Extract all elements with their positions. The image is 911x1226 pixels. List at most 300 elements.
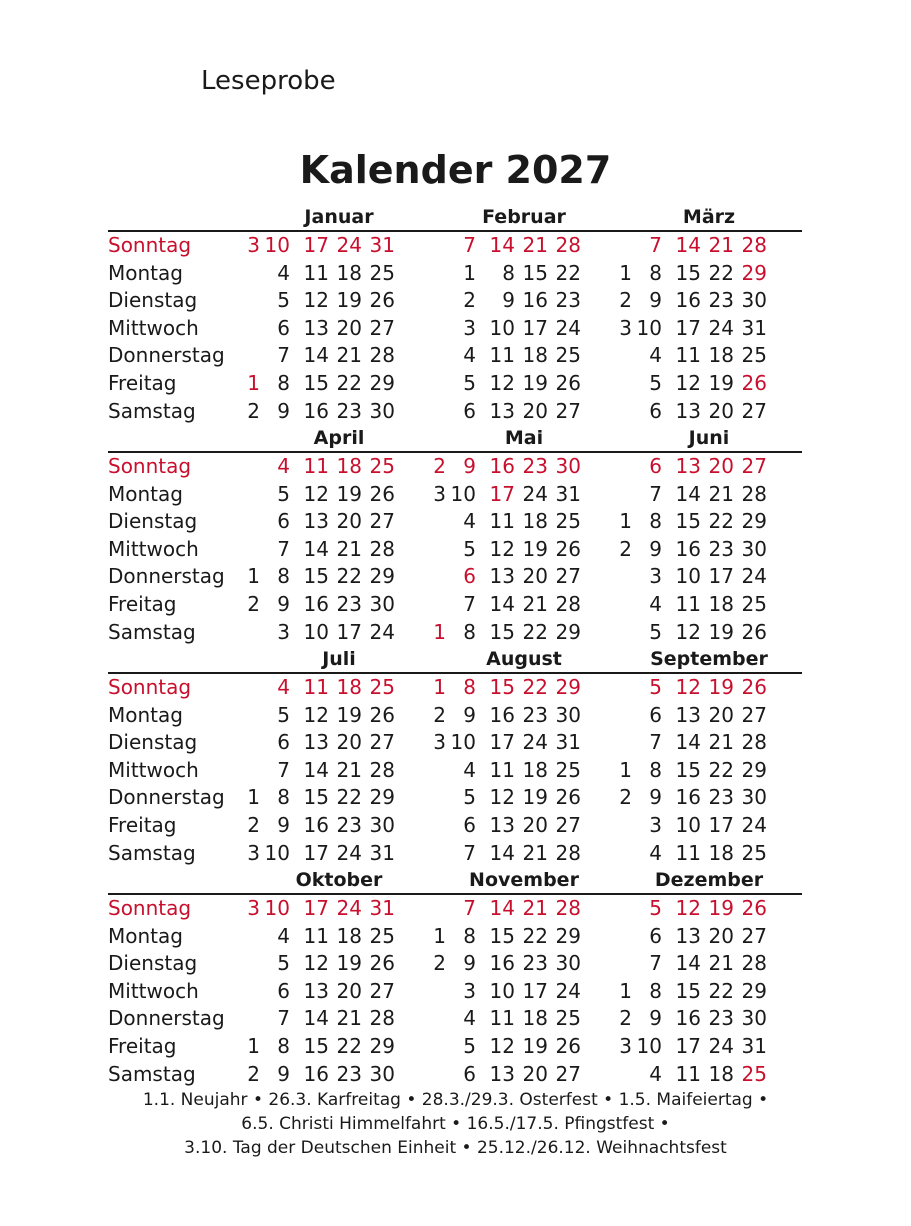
month-heading: Februar xyxy=(482,206,566,228)
day-cell: 2 xyxy=(619,288,632,313)
day-cell: 31 xyxy=(369,840,395,865)
weekday-label: Freitag xyxy=(108,1034,177,1058)
day-cell: 25 xyxy=(555,343,581,368)
day-cell: 14 xyxy=(675,481,701,506)
day-cell: 5 xyxy=(649,896,662,920)
day-cell: 2 xyxy=(433,454,446,478)
day-cell: 4 xyxy=(463,1006,476,1031)
day-cell: 12 xyxy=(489,536,515,561)
day-cell: 11 xyxy=(489,757,515,782)
day-cell: 29 xyxy=(741,978,767,1003)
day-cell: 21 xyxy=(708,951,734,976)
day-cell: 4 xyxy=(463,509,476,534)
day-cell: 12 xyxy=(675,675,701,699)
day-cell: 1 xyxy=(247,371,260,395)
day-cell: 8 xyxy=(277,1034,290,1058)
day-cell: 7 xyxy=(649,730,662,755)
day-cell: 22 xyxy=(336,785,362,810)
day-cell: 2 xyxy=(247,1061,260,1086)
quarter-block xyxy=(0,642,911,863)
day-cell: 17 xyxy=(708,813,734,837)
day-cell: 31 xyxy=(741,1034,767,1058)
day-cell: 13 xyxy=(303,730,329,755)
holiday-line-1: 1.1. Neujahr • 26.3. Karfreitag • 28.3./29.3. Osterfest • 1.5. Maifeiertag • xyxy=(142,1090,769,1110)
weekday-label: Donnerstag xyxy=(108,1006,225,1031)
day-cell: 27 xyxy=(741,923,767,948)
day-cell: 29 xyxy=(369,371,395,395)
day-cell: 7 xyxy=(277,343,290,368)
day-cell: 30 xyxy=(369,398,395,423)
quarter-rule xyxy=(108,893,802,895)
day-cell: 22 xyxy=(708,509,734,534)
day-cell: 18 xyxy=(708,343,734,368)
day-cell: 3 xyxy=(277,619,290,644)
day-cell: 1 xyxy=(247,564,260,589)
weekday-label: Donnerstag xyxy=(108,564,225,589)
weekday-label: Sonntag xyxy=(108,896,192,920)
day-cell: 20 xyxy=(522,564,548,589)
day-cell: 10 xyxy=(264,896,290,920)
day-cell: 11 xyxy=(303,260,329,285)
day-cell: 8 xyxy=(277,785,290,810)
month-heading: September xyxy=(650,648,768,670)
day-cell: 15 xyxy=(675,509,701,534)
day-cell: 14 xyxy=(489,896,515,920)
day-cell: 12 xyxy=(303,288,329,313)
weekday-label: Montag xyxy=(108,260,183,285)
day-cell: 15 xyxy=(303,371,329,395)
day-cell: 17 xyxy=(303,896,329,920)
day-cell: 26 xyxy=(555,1034,581,1058)
day-cell: 21 xyxy=(336,1006,362,1031)
page-title: Kalender 2027 xyxy=(299,148,612,192)
weekday-label: Freitag xyxy=(108,592,177,616)
day-cell: 23 xyxy=(336,813,362,837)
day-cell: 18 xyxy=(336,923,362,948)
day-cell: 9 xyxy=(277,1061,290,1086)
day-cell: 7 xyxy=(277,1006,290,1031)
day-cell: 28 xyxy=(741,730,767,755)
day-cell: 13 xyxy=(303,315,329,340)
weekday-label: Donnerstag xyxy=(108,785,225,810)
day-cell: 20 xyxy=(708,454,734,478)
day-cell: 30 xyxy=(369,813,395,837)
day-cell: 14 xyxy=(489,233,515,257)
day-cell: 25 xyxy=(555,1006,581,1031)
day-cell: 3 xyxy=(433,730,446,755)
day-cell: 8 xyxy=(649,509,662,534)
weekday-label: Montag xyxy=(108,702,183,727)
day-cell: 26 xyxy=(741,371,767,395)
day-cell: 21 xyxy=(522,592,548,616)
day-cell: 22 xyxy=(708,757,734,782)
day-cell: 28 xyxy=(369,536,395,561)
day-cell: 10 xyxy=(636,1034,662,1058)
day-cell: 19 xyxy=(522,785,548,810)
day-cell: 16 xyxy=(489,702,515,727)
day-cell: 12 xyxy=(489,1034,515,1058)
day-cell: 8 xyxy=(277,371,290,395)
day-cell: 10 xyxy=(303,619,329,644)
month-heading: Juli xyxy=(322,648,356,670)
day-cell: 6 xyxy=(649,923,662,948)
day-cell: 15 xyxy=(489,619,515,644)
day-cell: 17 xyxy=(522,978,548,1003)
day-cell: 4 xyxy=(649,592,662,616)
day-cell: 6 xyxy=(277,730,290,755)
day-cell: 11 xyxy=(675,592,701,616)
quarter-rule xyxy=(108,230,802,232)
quarter-block xyxy=(0,863,911,1084)
day-cell: 9 xyxy=(277,813,290,837)
day-cell: 20 xyxy=(708,923,734,948)
day-cell: 8 xyxy=(463,675,476,699)
day-cell: 16 xyxy=(303,592,329,616)
day-cell: 14 xyxy=(489,592,515,616)
day-cell: 3 xyxy=(619,315,632,340)
day-cell: 23 xyxy=(336,1061,362,1086)
day-cell: 1 xyxy=(619,509,632,534)
day-cell: 13 xyxy=(489,813,515,837)
day-cell: 7 xyxy=(463,592,476,616)
month-heading: Juni xyxy=(688,427,730,449)
day-cell: 10 xyxy=(264,233,290,257)
day-cell: 26 xyxy=(555,536,581,561)
day-cell: 11 xyxy=(675,343,701,368)
weekday-label: Donnerstag xyxy=(108,343,225,368)
day-cell: 12 xyxy=(489,785,515,810)
day-cell: 1 xyxy=(619,757,632,782)
day-cell: 28 xyxy=(741,233,767,257)
day-cell: 19 xyxy=(336,288,362,313)
weekday-label: Dienstag xyxy=(108,951,198,976)
day-cell: 6 xyxy=(463,398,476,423)
day-cell: 27 xyxy=(555,398,581,423)
day-cell: 8 xyxy=(463,619,476,644)
weekday-label: Montag xyxy=(108,923,183,948)
day-cell: 24 xyxy=(555,315,581,340)
day-cell: 17 xyxy=(675,315,701,340)
day-cell: 17 xyxy=(303,840,329,865)
day-cell: 13 xyxy=(675,454,701,478)
day-cell: 18 xyxy=(522,1006,548,1031)
day-cell: 15 xyxy=(489,675,515,699)
day-cell: 5 xyxy=(277,481,290,506)
day-cell: 6 xyxy=(463,564,476,589)
day-cell: 8 xyxy=(649,260,662,285)
day-cell: 28 xyxy=(555,840,581,865)
day-cell: 7 xyxy=(649,233,662,257)
day-cell: 31 xyxy=(369,896,395,920)
day-cell: 24 xyxy=(708,1034,734,1058)
day-cell: 3 xyxy=(649,564,662,589)
day-cell: 18 xyxy=(336,260,362,285)
day-cell: 6 xyxy=(277,509,290,534)
day-cell: 22 xyxy=(336,1034,362,1058)
day-cell: 6 xyxy=(277,978,290,1003)
day-cell: 5 xyxy=(649,371,662,395)
day-cell: 4 xyxy=(463,757,476,782)
day-cell: 13 xyxy=(675,398,701,423)
day-cell: 26 xyxy=(741,675,767,699)
day-cell: 9 xyxy=(649,288,662,313)
day-cell: 29 xyxy=(741,757,767,782)
day-cell: 18 xyxy=(336,675,362,699)
day-cell: 11 xyxy=(303,923,329,948)
day-cell: 23 xyxy=(708,536,734,561)
day-cell: 3 xyxy=(463,978,476,1003)
day-cell: 5 xyxy=(277,288,290,313)
day-cell: 25 xyxy=(369,675,395,699)
day-cell: 26 xyxy=(555,785,581,810)
day-cell: 9 xyxy=(463,702,476,727)
day-cell: 19 xyxy=(708,896,734,920)
weekday-label: Mittwoch xyxy=(108,536,199,561)
month-heading: März xyxy=(682,206,736,228)
day-cell: 24 xyxy=(741,564,767,589)
weekday-label: Dienstag xyxy=(108,730,198,755)
day-cell: 14 xyxy=(303,536,329,561)
day-cell: 26 xyxy=(741,896,767,920)
day-cell: 7 xyxy=(277,536,290,561)
day-cell: 4 xyxy=(277,454,290,478)
day-cell: 2 xyxy=(463,288,476,313)
day-cell: 11 xyxy=(303,675,329,699)
day-cell: 27 xyxy=(369,978,395,1003)
month-heading: Oktober xyxy=(295,869,383,891)
day-cell: 13 xyxy=(675,702,701,727)
day-cell: 16 xyxy=(675,536,701,561)
day-cell: 25 xyxy=(741,1061,767,1086)
weekday-label: Samstag xyxy=(108,840,196,865)
day-cell: 3 xyxy=(619,1034,632,1058)
day-cell: 14 xyxy=(303,757,329,782)
weekday-label: Sonntag xyxy=(108,454,192,478)
day-cell: 22 xyxy=(555,260,581,285)
weekday-label: Montag xyxy=(108,481,183,506)
day-cell: 24 xyxy=(708,315,734,340)
day-cell: 20 xyxy=(336,315,362,340)
day-cell: 14 xyxy=(675,730,701,755)
day-cell: 1 xyxy=(619,978,632,1003)
day-cell: 22 xyxy=(336,564,362,589)
day-cell: 22 xyxy=(522,619,548,644)
day-cell: 20 xyxy=(522,1061,548,1086)
month-heading: November xyxy=(469,869,579,891)
day-cell: 20 xyxy=(522,813,548,837)
day-cell: 26 xyxy=(369,288,395,313)
day-cell: 22 xyxy=(708,260,734,285)
day-cell: 30 xyxy=(741,1006,767,1031)
day-cell: 25 xyxy=(555,509,581,534)
day-cell: 19 xyxy=(522,1034,548,1058)
day-cell: 13 xyxy=(489,398,515,423)
day-cell: 1 xyxy=(619,260,632,285)
day-cell: 4 xyxy=(649,1061,662,1086)
day-cell: 7 xyxy=(277,757,290,782)
weekday-label: Mittwoch xyxy=(108,757,199,782)
day-cell: 10 xyxy=(450,730,476,755)
quarter-rule xyxy=(108,451,802,453)
day-cell: 19 xyxy=(522,536,548,561)
holiday-line-2: 6.5. Christi Himmelfahrt • 16.5./17.5. Pfingstfest • xyxy=(241,1114,670,1134)
day-cell: 5 xyxy=(649,619,662,644)
day-cell: 27 xyxy=(369,315,395,340)
day-cell: 20 xyxy=(336,730,362,755)
day-cell: 5 xyxy=(277,702,290,727)
day-cell: 22 xyxy=(708,978,734,1003)
day-cell: 8 xyxy=(463,923,476,948)
day-cell: 26 xyxy=(369,951,395,976)
day-cell: 27 xyxy=(555,564,581,589)
day-cell: 7 xyxy=(649,951,662,976)
day-cell: 25 xyxy=(369,454,395,478)
day-cell: 27 xyxy=(555,813,581,837)
day-cell: 5 xyxy=(463,371,476,395)
day-cell: 28 xyxy=(555,896,581,920)
holiday-footnote xyxy=(0,1088,911,1160)
day-cell: 15 xyxy=(303,564,329,589)
day-cell: 12 xyxy=(489,371,515,395)
day-cell: 28 xyxy=(369,757,395,782)
day-cell: 25 xyxy=(741,343,767,368)
day-cell: 18 xyxy=(708,592,734,616)
day-cell: 5 xyxy=(649,675,662,699)
day-cell: 10 xyxy=(675,564,701,589)
day-cell: 21 xyxy=(522,896,548,920)
day-cell: 27 xyxy=(369,509,395,534)
day-cell: 15 xyxy=(675,260,701,285)
day-cell: 28 xyxy=(741,481,767,506)
day-cell: 20 xyxy=(336,978,362,1003)
day-cell: 25 xyxy=(369,260,395,285)
day-cell: 8 xyxy=(277,564,290,589)
day-cell: 5 xyxy=(463,536,476,561)
day-cell: 10 xyxy=(450,481,476,506)
day-cell: 9 xyxy=(502,288,515,313)
weekday-label: Mittwoch xyxy=(108,315,199,340)
day-cell: 30 xyxy=(369,1061,395,1086)
day-cell: 2 xyxy=(619,536,632,561)
day-cell: 9 xyxy=(277,592,290,616)
day-cell: 12 xyxy=(675,371,701,395)
day-cell: 17 xyxy=(522,315,548,340)
day-cell: 2 xyxy=(433,951,446,976)
day-cell: 14 xyxy=(675,951,701,976)
day-cell: 15 xyxy=(675,978,701,1003)
month-heading: Mai xyxy=(504,427,544,449)
quarter-block xyxy=(0,200,911,421)
day-cell: 2 xyxy=(433,702,446,727)
day-cell: 28 xyxy=(555,233,581,257)
day-cell: 16 xyxy=(303,813,329,837)
day-cell: 11 xyxy=(675,840,701,865)
day-cell: 26 xyxy=(369,481,395,506)
day-cell: 4 xyxy=(463,343,476,368)
weekday-label: Mittwoch xyxy=(108,978,199,1003)
day-cell: 16 xyxy=(303,1061,329,1086)
day-cell: 15 xyxy=(522,260,548,285)
day-cell: 9 xyxy=(277,398,290,423)
day-cell: 30 xyxy=(555,951,581,976)
day-cell: 13 xyxy=(303,978,329,1003)
day-cell: 19 xyxy=(708,675,734,699)
day-cell: 15 xyxy=(303,1034,329,1058)
day-cell: 24 xyxy=(336,840,362,865)
holiday-line-3: 3.10. Tag der Deutschen Einheit • 25.12./26.12. Weihnachtsfest xyxy=(184,1138,727,1158)
day-cell: 17 xyxy=(489,730,515,755)
day-cell: 23 xyxy=(708,785,734,810)
day-cell: 3 xyxy=(247,896,260,920)
day-cell: 13 xyxy=(489,564,515,589)
day-cell: 10 xyxy=(489,978,515,1003)
day-cell: 6 xyxy=(463,813,476,837)
day-cell: 26 xyxy=(741,619,767,644)
day-cell: 10 xyxy=(636,315,662,340)
day-cell: 18 xyxy=(522,757,548,782)
weekday-label: Dienstag xyxy=(108,509,198,534)
day-cell: 28 xyxy=(741,951,767,976)
day-cell: 21 xyxy=(708,481,734,506)
month-heading: Januar xyxy=(304,206,374,228)
day-cell: 30 xyxy=(741,288,767,313)
day-cell: 2 xyxy=(619,785,632,810)
weekday-label: Sonntag xyxy=(108,233,192,257)
day-cell: 12 xyxy=(675,619,701,644)
day-cell: 29 xyxy=(555,923,581,948)
day-cell: 25 xyxy=(369,923,395,948)
day-cell: 5 xyxy=(277,951,290,976)
day-cell: 24 xyxy=(369,619,395,644)
day-cell: 14 xyxy=(303,343,329,368)
day-cell: 31 xyxy=(369,233,395,257)
month-heading: Dezember xyxy=(654,869,764,891)
day-cell: 6 xyxy=(649,454,662,478)
day-cell: 27 xyxy=(741,454,767,478)
weekday-label: Freitag xyxy=(108,813,177,837)
day-cell: 21 xyxy=(336,343,362,368)
weekday-label: Dienstag xyxy=(108,288,198,313)
day-cell: 4 xyxy=(277,675,290,699)
day-cell: 21 xyxy=(708,233,734,257)
day-cell: 7 xyxy=(463,233,476,257)
day-cell: 16 xyxy=(675,288,701,313)
day-cell: 19 xyxy=(708,619,734,644)
day-cell: 6 xyxy=(649,398,662,423)
day-cell: 17 xyxy=(675,1034,701,1058)
day-cell: 13 xyxy=(489,1061,515,1086)
day-cell: 31 xyxy=(741,315,767,340)
day-cell: 24 xyxy=(522,481,548,506)
day-cell: 16 xyxy=(489,454,515,478)
day-cell: 16 xyxy=(303,398,329,423)
day-cell: 24 xyxy=(336,233,362,257)
day-cell: 6 xyxy=(277,315,290,340)
day-cell: 9 xyxy=(649,536,662,561)
day-cell: 3 xyxy=(463,315,476,340)
day-cell: 18 xyxy=(708,840,734,865)
day-cell: 18 xyxy=(708,1061,734,1086)
day-cell: 4 xyxy=(649,840,662,865)
day-cell: 21 xyxy=(522,233,548,257)
day-cell: 29 xyxy=(741,260,767,285)
day-cell: 28 xyxy=(555,592,581,616)
day-cell: 23 xyxy=(336,398,362,423)
day-cell: 18 xyxy=(522,509,548,534)
day-cell: 11 xyxy=(489,509,515,534)
day-cell: 10 xyxy=(489,315,515,340)
day-cell: 9 xyxy=(463,454,476,478)
